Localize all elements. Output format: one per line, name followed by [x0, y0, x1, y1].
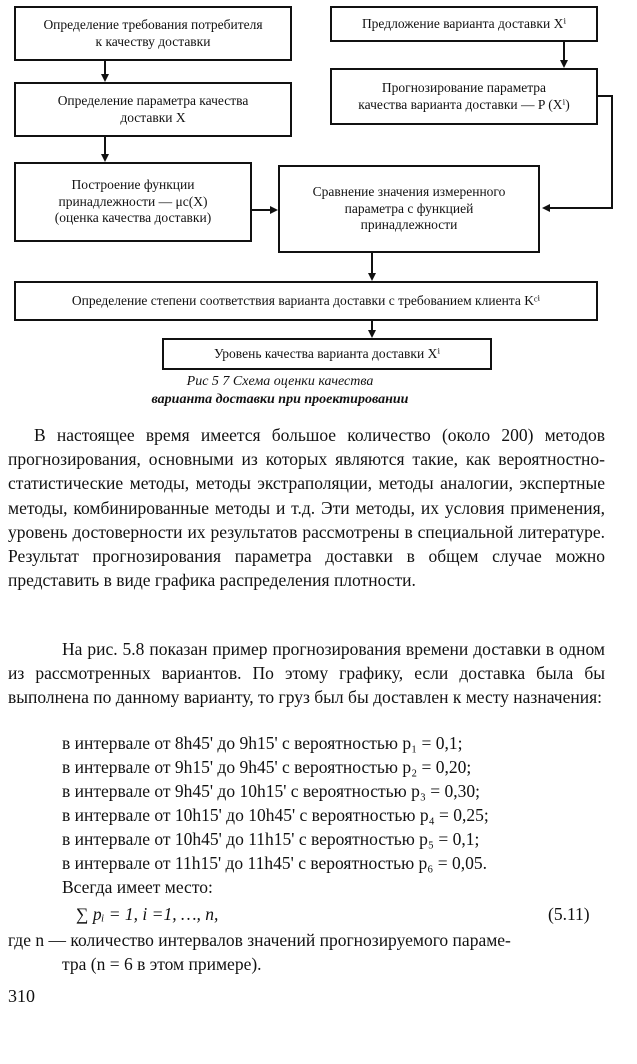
interval-line: в интервале от 10h15' до 10h45' с вероятностью p₄ = 0,25;: [62, 805, 489, 825]
interval-line: в интервале от 9h45' до 10h15' с вероятностью p₃ = 0,30;: [62, 781, 481, 801]
where-line-2: тра (n = 6 в этом примере).: [62, 954, 262, 974]
always-line: Всегда имеет место:: [62, 877, 213, 897]
paragraph-1: В настоящее время имеется большое количество (около 200) методов прогнозирования, основными из которых являются такие, как вероятностно-статистические методы, методы экстраполяции, методы аналогии, экспертные методы, комбинированные методы и т.д. Эти методы, их условия применения, уровень достоверности их результатов рассмотрены в специальной литературе. Результат прогнозирования параметра доставки в общем случае можно представить в виде графика распределения плотности.: [8, 425, 605, 591]
box-requirement-text: Определение требования потребителя к качеству доставки: [43, 16, 263, 49]
box-quality-level-text: Уровень качества варианта доставки Xⁱ: [213, 345, 441, 361]
interval-line: в интервале от 9h15' до 9h45' с вероятностью p₂ = 0,20;: [62, 757, 472, 777]
box-forecasting-text: Прогнозирование параметра качества варианта доставки — P (Xⁱ): [358, 79, 570, 112]
page-number: 310: [8, 986, 35, 1006]
box-comparison-text: Сравнение значения измеренного параметра с функцией принадлежности: [312, 183, 506, 233]
interval-line: в интервале от 8h45' до 9h15' с вероятностью p₁ = 0,1;: [62, 733, 463, 753]
caption-line-1: Рис 5 7 Схема оценки качества: [186, 374, 374, 389]
formula-number: (5.11): [548, 904, 590, 924]
diagram-arrows: [0, 0, 637, 380]
figure-caption: [120, 373, 440, 409]
where-line-1: где n — количество интервалов значений прогнозируемого параме-: [8, 930, 511, 950]
caption-line-2: варианта доставки при проектировании: [151, 392, 409, 408]
interval-line: в интервале от 11h15' до 11h45' с вероятностью p₆ = 0,05.: [62, 853, 487, 873]
box-compliance-degree-text: Определение степени соответствия варианта доставки с требованием клиента Kᶜⁱ: [71, 292, 541, 308]
paragraph-2: На рис. 5.8 показан пример прогнозирования времени доставки в одном из рассмотренных вариантов. По этому графику, если доставка была бы выполнена по данному варианту, то груз был бы доставлен к месту назначения:: [8, 639, 605, 708]
arrow-5-6: [544, 96, 612, 208]
box-quality-parameter-text: Определение параметра качества доставки X: [57, 92, 249, 125]
box-membership-function-text: Построение функции принадлежности — μc(X) (оценка качества доставки): [54, 176, 212, 226]
interval-line: в интервале от 10h45' до 11h15' с вероятностью p₅ = 0,1;: [62, 829, 480, 849]
formula: ∑ pᵢ = 1, i =1, …, n,: [76, 904, 219, 924]
box-delivery-proposal-text: Предложение варианта доставки Xⁱ: [361, 15, 567, 31]
